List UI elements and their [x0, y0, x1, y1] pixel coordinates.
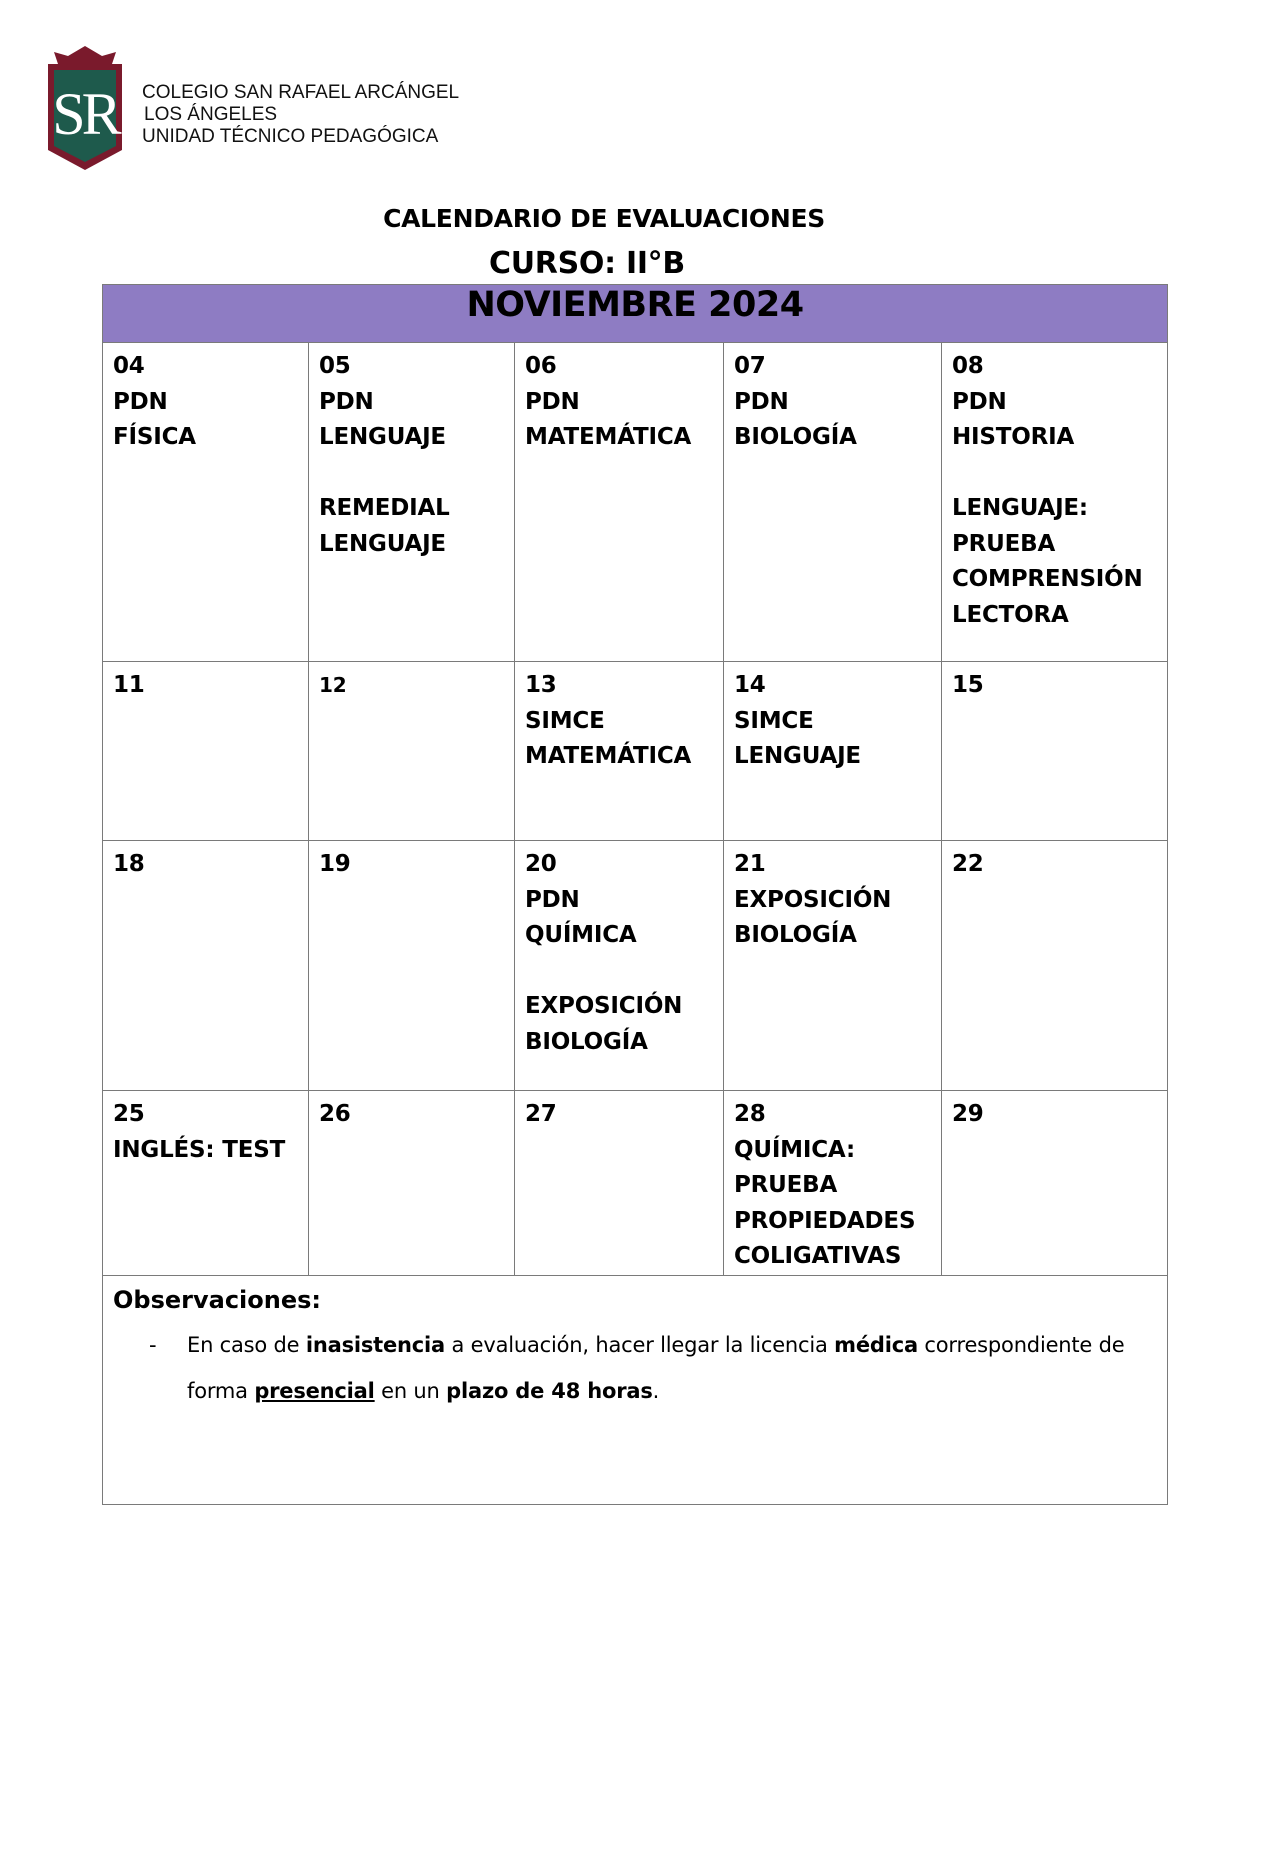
document-title: CALENDARIO DE EVALUACIONES [383, 204, 825, 233]
evaluation-entry: EXPOSICIÓN [734, 886, 892, 913]
observation-segment: correspondiente de forma [187, 1332, 1125, 1403]
observation-segment: en un [374, 1378, 447, 1403]
day-number: 15 [952, 672, 984, 698]
week-row [103, 841, 1168, 1091]
line-gap [952, 456, 1167, 492]
school-name: COLEGIO SAN RAFAEL ARCÁNGEL [142, 82, 460, 103]
evaluation-entry: LENGUAJE [319, 530, 446, 557]
evaluation-entry: BIOLOGÍA [525, 1028, 648, 1055]
evaluation-entry: REMEDIAL [319, 495, 450, 521]
evaluation-entry: PRUEBA [734, 1172, 838, 1198]
evaluation-entry: PDN [319, 388, 374, 415]
day-number: 20 [525, 851, 557, 877]
observation-segment: médica [834, 1332, 918, 1357]
evaluation-entry: COMPRENSIÓN [952, 566, 1143, 592]
day-number: 18 [113, 851, 145, 877]
evaluation-entry: HISTORIA [952, 424, 1075, 450]
month-header: NOVIEMBRE 2024 [103, 285, 1168, 343]
evaluation-entry: BIOLOGÍA [734, 424, 857, 450]
evaluation-entry: PDN [525, 886, 580, 913]
evaluation-entry: COLIGATIVAS [734, 1243, 902, 1269]
evaluation-entry: PROPIEDADES [734, 1207, 916, 1234]
evaluation-entry: LENGUAJE: [952, 495, 1088, 521]
day-number: 06 [525, 353, 557, 379]
evaluation-entry: SIMCE [734, 707, 814, 734]
week-row [103, 343, 1168, 662]
day-number: 22 [952, 851, 984, 877]
evaluation-entry: BIOLOGÍA [734, 922, 857, 948]
observation-segment: . [652, 1378, 660, 1403]
evaluation-entry: PDN [525, 388, 580, 415]
evaluation-entry: PDN [952, 388, 1007, 415]
line-gap [319, 456, 514, 492]
evaluation-entry: INGLÉS: TEST [113, 1136, 286, 1163]
day-cell [942, 1091, 1168, 1276]
day-number: 04 [113, 353, 145, 379]
day-cell [942, 662, 1168, 841]
observation-segment: En caso de [187, 1332, 306, 1357]
day-number: 05 [319, 353, 351, 379]
evaluation-entry: PRUEBA [952, 530, 1056, 557]
week-row [103, 662, 1168, 841]
evaluation-entry: MATEMÁTICA [525, 424, 692, 450]
day-cell [309, 662, 515, 841]
school-unit: UNIDAD TÉCNICO PEDAGÓGICA [142, 126, 439, 147]
day-number: 27 [525, 1101, 557, 1127]
observation-item [113, 1322, 1157, 1414]
evaluation-entry: EXPOSICIÓN [525, 993, 683, 1019]
observations-title: Observaciones: [113, 1285, 322, 1314]
day-cell [309, 1091, 515, 1276]
day-cell [724, 662, 942, 841]
evaluation-entry: QUÍMICA [525, 922, 637, 948]
observation-segment: inasistencia [305, 1332, 446, 1357]
day-cell [724, 343, 942, 662]
week-row [103, 1091, 1168, 1276]
evaluation-entry: QUÍMICA: [734, 1136, 855, 1163]
school-crest-logo [44, 46, 126, 170]
day-cell [103, 841, 309, 1091]
day-cell [515, 662, 724, 841]
logo-monogram: SR [52, 81, 118, 147]
course-title: CURSO: II°B [489, 246, 685, 281]
day-number: 29 [952, 1101, 984, 1127]
evaluation-entry: LECTORA [952, 601, 1069, 628]
observation-text [187, 1333, 1124, 1403]
evaluation-entry: PDN [113, 388, 168, 415]
day-number: 07 [734, 353, 766, 379]
day-cell [309, 343, 515, 662]
day-cell [103, 343, 309, 662]
day-cell [724, 1091, 942, 1276]
day-number: 19 [319, 851, 351, 877]
evaluation-entry: SIMCE [525, 707, 605, 734]
evaluation-entry: LENGUAJE [734, 743, 861, 769]
document-header [44, 46, 544, 176]
observation-segment: a evaluación, hacer llegar la licencia [445, 1332, 835, 1357]
day-cell [103, 662, 309, 841]
day-cell [515, 841, 724, 1091]
day-cell [309, 841, 515, 1091]
observations-section [103, 1275, 1168, 1504]
day-number: 08 [952, 353, 984, 379]
observation-segment: plazo de 48 horas [446, 1378, 653, 1403]
observation-segment: presencial [254, 1378, 375, 1403]
evaluation-entry: LENGUAJE [319, 424, 446, 450]
day-cell [515, 1091, 724, 1276]
school-info [142, 82, 459, 148]
evaluation-entry: MATEMÁTICA [525, 743, 692, 769]
school-city: LOS ÁNGELES [144, 104, 278, 125]
day-cell [724, 841, 942, 1091]
observations-row [103, 1275, 1168, 1504]
day-number: 11 [113, 672, 145, 698]
line-gap [525, 954, 723, 990]
day-number: 28 [734, 1101, 766, 1127]
day-cell [515, 343, 724, 662]
evaluation-calendar [102, 284, 1168, 1505]
day-cell [103, 1091, 309, 1276]
day-cell [942, 343, 1168, 662]
day-number: 12 [319, 673, 347, 697]
day-number: 21 [734, 851, 766, 877]
day-number: 13 [525, 672, 557, 698]
day-cell [942, 841, 1168, 1091]
evaluation-entry: FÍSICA [113, 424, 196, 450]
bullet-dash: - [149, 1332, 157, 1357]
day-number: 25 [113, 1101, 145, 1127]
day-number: 14 [734, 672, 766, 698]
evaluation-entry: PDN [734, 388, 789, 415]
day-number: 26 [319, 1101, 351, 1127]
